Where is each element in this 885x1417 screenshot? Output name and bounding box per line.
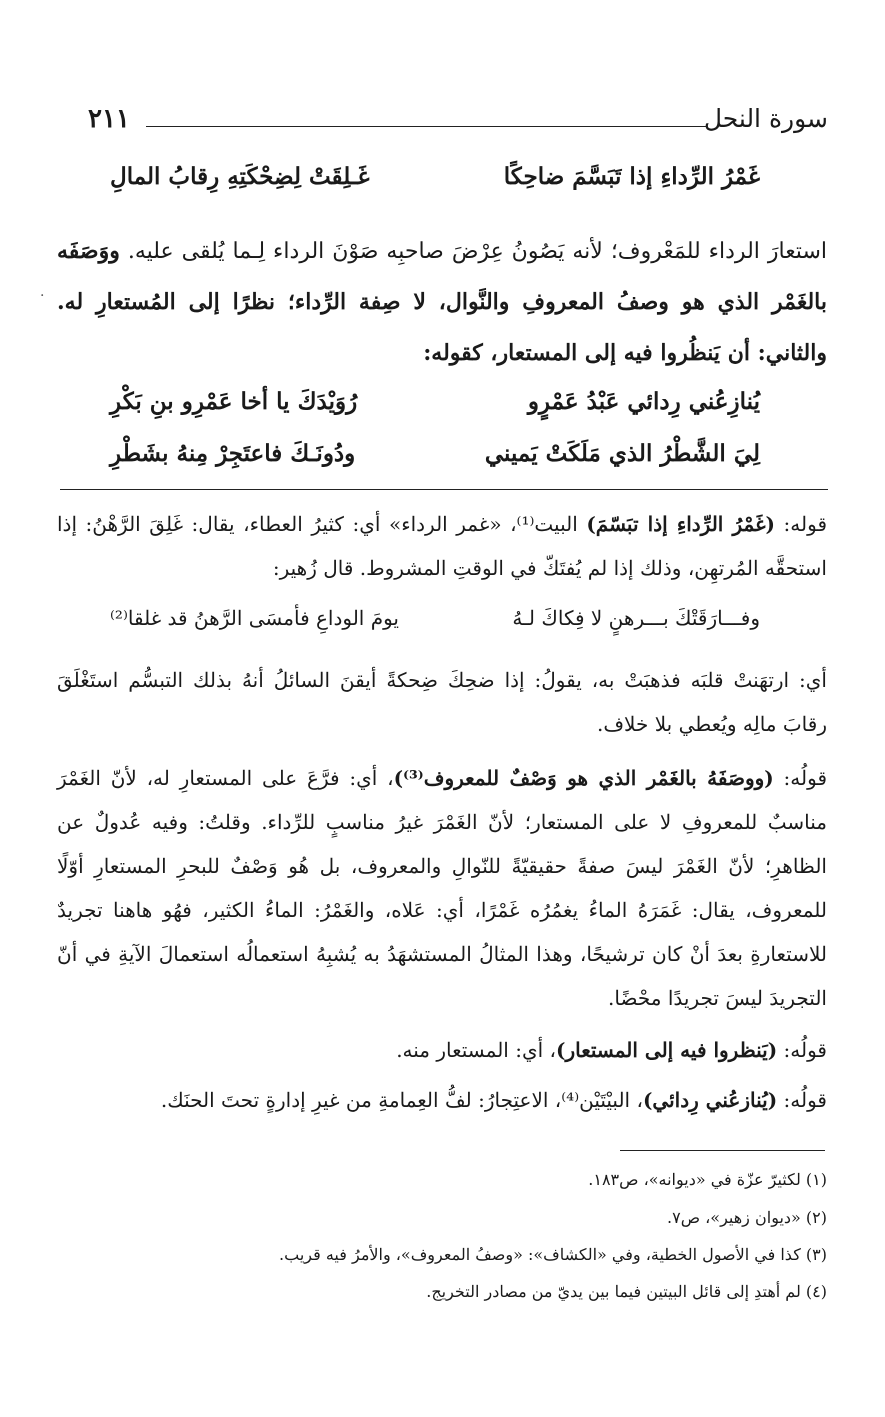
commentary-3-body: ، أي: فرَّعَ على المستعارِ له، لأنّ الغَمْرَ مناسبٌ للمعروفِ لا على المستعار؛ لأنّ الغَمْرَ غيرُ مناسبٍ للرِّداء. وقلتُ: وفيه عُدولٌ عن الظاهرِ؛ لأنّ الغَمْرَ ليسَ صفةً حقيقيّةً للنّوالِ والمعروف، بل هُو وَصْفٌ للبحرِ المستعارِ أوّلًا للمعروف، يقال: غَمَرَهُ الماءُ يغمُرُه غَمْرًا، أي: عَلاه، والغَمْرُ: الماءُ الكثير، فهُو هاهنا تجريدٌ للاستعارةِ بعدَ أنْ كان ترشيحًا، وهذا المثالُ المستشهَدُ به يُشبِهُ استعمالُه استعمالَ الآيةِ في أنّ التجريدَ ليسَ تجريدًا محْضًا.	[57, 766, 827, 1010]
commentary-2-body: أي: ارتهَنتْ قلبَه فذهبَتْ به، يقولُ: إذا ضحِكَ ضِحكةً أيقنَ السائلُ أنهُ بذلك التبسُّم استَغْلَقَ رقابَ مالِه ويُعطي بلا خلاف.	[57, 668, 827, 736]
verse-1-hemistich-1: غَمْرُ الرِّداءِ إذا تَبَسَّمَ ضاحِكًا	[503, 163, 760, 190]
verse-2-line-2-hemistich-2: ودُونَـكَ فاعتَجِرْ مِنهُ بشَطْرِ	[110, 440, 356, 467]
verse-2-line-1-hemistich-2: رُوَيْدَكَ يا أخا عَمْرِو بنِ بَكْرِ	[110, 388, 358, 415]
verse-2-line-1	[110, 388, 760, 432]
commentary-3	[57, 756, 827, 1020]
footnote-2: (٢) «ديوان زهير»، ص٧.	[667, 1208, 827, 1227]
header-rule	[146, 126, 708, 127]
verse-3	[110, 606, 760, 650]
page-number: ٢١١	[88, 104, 130, 134]
verse-1-hemistich-2: غَـلِقَتْ لِضِحْكَتِهِ رِقابُ المالِ	[110, 163, 370, 190]
verse-2-line-1-hemistich-1: يُنازِعُني رِدائي عَبْدُ عَمْرٍو	[527, 388, 760, 415]
main-text-part-2: ووَصَفَه بالغَمْر الذي هو وصفُ المعروفِ والنَّوال، لا صِفة الرِّداء؛ نظرًا إلى المُستعارِ له. والثاني: أن يَنظُروا فيه إلى المستعار، كقوله:	[57, 238, 827, 366]
margin-dot: ·	[40, 288, 45, 304]
verse-3-hemistich-2: يومَ الوداعِ فأمسَى الرَّهنُ قد غلقا⁽²⁾	[110, 606, 399, 630]
commentary-2	[57, 658, 827, 746]
commentary-3-label: قولُه:	[773, 766, 828, 790]
verse-1	[110, 163, 760, 207]
commentary-4	[57, 1028, 827, 1072]
commentary-4-label: قولُه:	[777, 1038, 827, 1062]
footnote-4: (٤) لم أهتدِ إلى قائل البيتين فيما بين يديّ من مصادر التخريج.	[426, 1282, 827, 1301]
commentary-5-label: قولُه:	[777, 1088, 827, 1112]
verse-2-line-2	[110, 440, 760, 484]
verse-2-line-2-hemistich-1: لِيَ الشَّطْرُ الذي مَلَكَتْ يَميني	[484, 440, 760, 467]
main-text-part-1: استعارَ الرداء للمَعْروف؛ لأنه يَصُونُ عِرْضَ صاحبِه صَوْنَ الرداء لِـما يُلقى عليه.	[119, 239, 827, 264]
commentary-5	[57, 1078, 827, 1122]
commentary-4-quote: (يَنظروا فيه إلى المستعار)	[555, 1038, 778, 1062]
commentary-1	[57, 502, 827, 590]
footnote-3: (٣) كذا في الأصول الخطية، وفي «الكشاف»: «وصفُ المعروف»، والأمرُ فيه قريب.	[279, 1245, 827, 1264]
commentary-1-quote: (غَمْرُ الرِّداءِ إذا تبَسّمَ)	[586, 512, 776, 536]
commentary-5-body: ، البيْتَيْن⁽⁴⁾، الاعتِجارُ: لفُّ العِمامةِ من غيرِ إدارةٍ تحتَ الحنَك.	[160, 1088, 643, 1112]
commentary-4-body: ، أي: المستعار منه.	[396, 1038, 556, 1062]
running-header	[88, 104, 828, 144]
verse-3-hemistich-1: وفـــارَقَتْكَ بـــرهنٍ لا فِكاكَ لـهُ	[512, 606, 760, 630]
commentary-1-body: البيت⁽¹⁾، «غمر الرداء» أي: كثيرُ العطاء، يقال: غَلِقَ الرَّهْنُ: إذا استحقَّه المُرتهِن، وذلك إذا لم يُفتَكّ في الوقتِ المشروط. قال زُهير:	[57, 512, 827, 580]
commentary-3-quote: (ووصَفَهُ بالغَمْر الذي هو وَصْفٌ للمعروف⁽³⁾)	[393, 766, 774, 790]
main-paragraph	[57, 226, 827, 379]
footnote-rule	[620, 1150, 825, 1151]
footnote-1: (١) لكثيرّ عزّة في «ديوانه»، ص١٨٣.	[588, 1170, 827, 1189]
commentary-5-quote: (يُنازعُني رِدائي)	[642, 1088, 778, 1112]
section-divider	[60, 489, 828, 490]
commentary-1-label: قوله:	[775, 512, 828, 536]
sura-title: سورة النحل	[703, 104, 828, 133]
